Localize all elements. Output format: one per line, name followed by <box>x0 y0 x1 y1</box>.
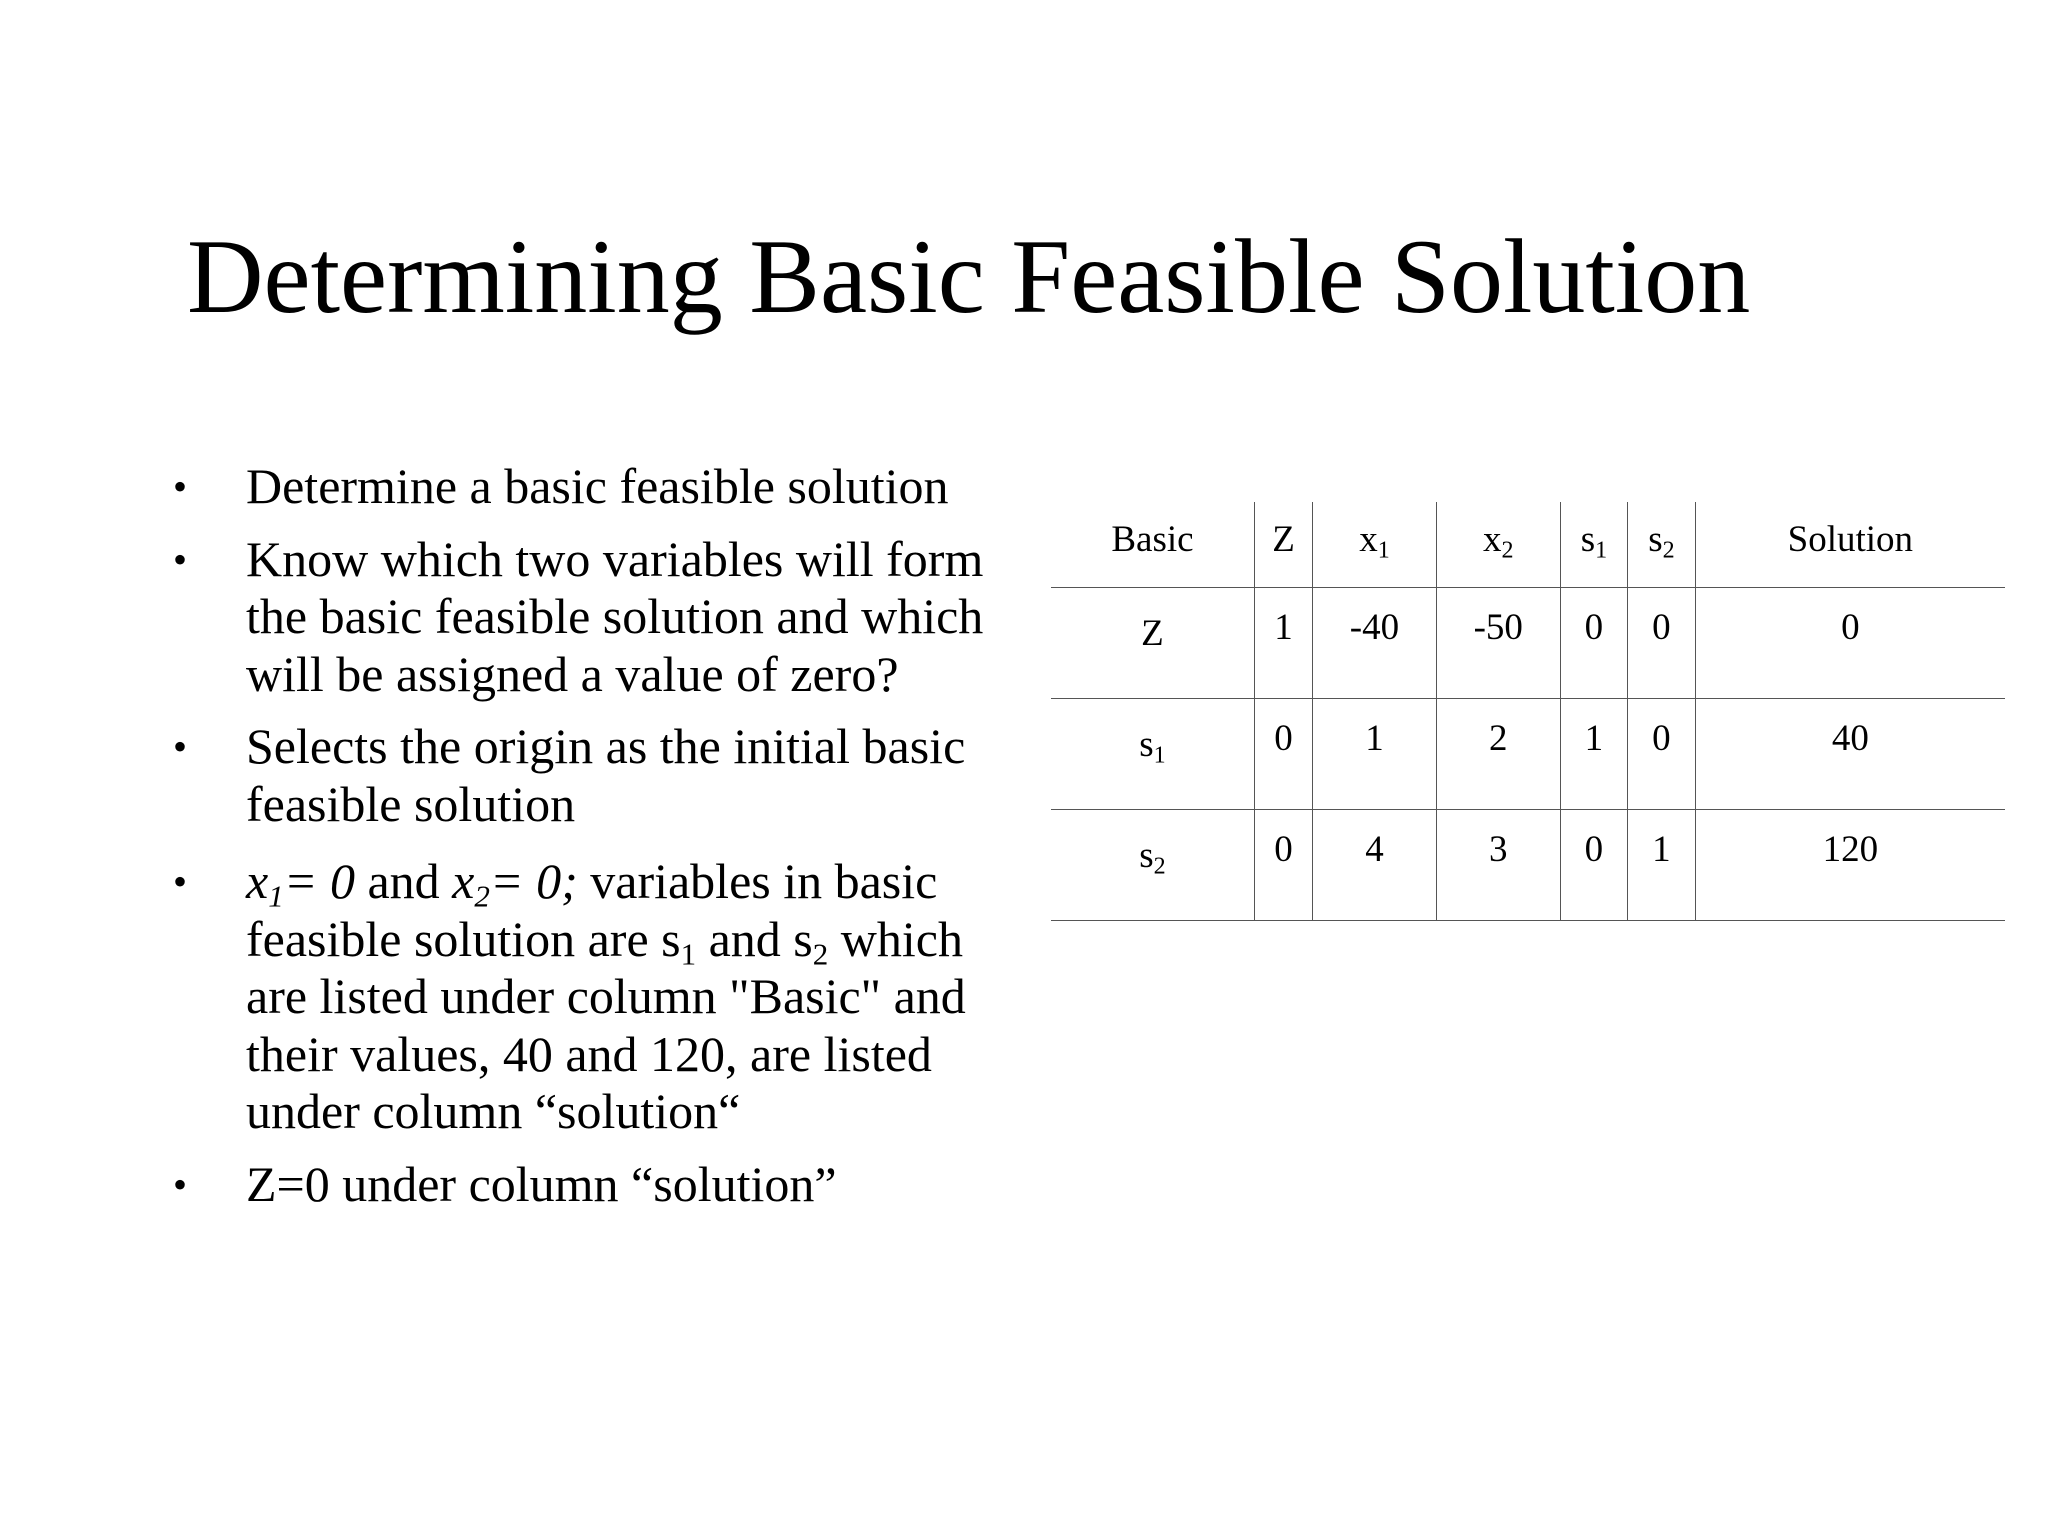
bullet-icon: • <box>173 536 188 582</box>
table-cell: 1 <box>1560 699 1628 810</box>
table-row <box>1051 810 2005 921</box>
bullet-item <box>170 853 1020 1141</box>
header-solution: Solution <box>1695 502 2005 588</box>
simplex-tableau <box>1051 502 2005 921</box>
bullet-icon: • <box>173 859 188 904</box>
bullet-icon: • <box>173 464 188 509</box>
bullet-text: Z=0 under column “solution” <box>246 1155 837 1212</box>
bullet-item <box>170 1156 1020 1214</box>
table-cell: -50 <box>1436 588 1560 699</box>
table-cell: 0 <box>1628 588 1696 699</box>
table-cell: 3 <box>1436 810 1560 921</box>
table-cell: 120 <box>1695 810 2005 921</box>
bullet-icon: • <box>173 724 188 769</box>
table-cell: 0 <box>1560 588 1628 699</box>
header-z: Z <box>1254 502 1312 588</box>
table-cell: 2 <box>1436 699 1560 810</box>
var-x1: $x_1= 0$ <box>246 853 355 914</box>
table-cell: 1 <box>1313 699 1437 810</box>
row-basic-var: Z <box>1051 588 1254 699</box>
bullet-icon: • <box>173 1161 188 1207</box>
table-row <box>1051 588 2005 699</box>
bullet-text: Know which two variables will form the basic feasible solution and which will be assigned a value of zero? <box>246 530 984 702</box>
slide-title: Determining Basic Feasible Solution <box>187 218 1751 335</box>
bullet-text: Determine a basic feasible solution <box>246 458 949 514</box>
bullet-text: $x_1= 0$ and $x_2= 0$; variables in basic feasible solution are $s_1$ and $s_2$ which are listed under column "Basic" and their values, 40 and 120, are listed under column “solution“ <box>246 853 966 1139</box>
header-x1: $x_1$ <box>1313 502 1437 588</box>
row-basic-var: $s_1$ <box>1051 699 1254 810</box>
table-cell: 4 <box>1313 810 1437 921</box>
bullet-item <box>170 531 1020 704</box>
table-cell: 0 <box>1560 810 1628 921</box>
table-cell: 40 <box>1695 699 2005 810</box>
header-x2: $x_2$ <box>1436 502 1560 588</box>
table-row <box>1051 699 2005 810</box>
table-cell: 0 <box>1254 699 1312 810</box>
table-cell: 1 <box>1628 810 1696 921</box>
table-cell: 1 <box>1254 588 1312 699</box>
bullet-item <box>170 458 1020 516</box>
table-cell: 0 <box>1628 699 1696 810</box>
bullet-text: Selects the origin as the initial basic feasible solution <box>246 718 966 832</box>
row-basic-var: $s_2$ <box>1051 810 1254 921</box>
table-cell: 0 <box>1695 588 2005 699</box>
table-header-row <box>1051 502 2005 588</box>
header-basic: Basic <box>1051 502 1254 588</box>
header-s1: $s_1$ <box>1560 502 1628 588</box>
bullet-list <box>170 458 1020 1228</box>
bullet-item <box>170 718 1020 833</box>
table-cell: -40 <box>1313 588 1437 699</box>
var-x2: $x_2= 0$; <box>452 853 578 914</box>
table-cell: 0 <box>1254 810 1312 921</box>
header-s2: $s_2$ <box>1628 502 1696 588</box>
